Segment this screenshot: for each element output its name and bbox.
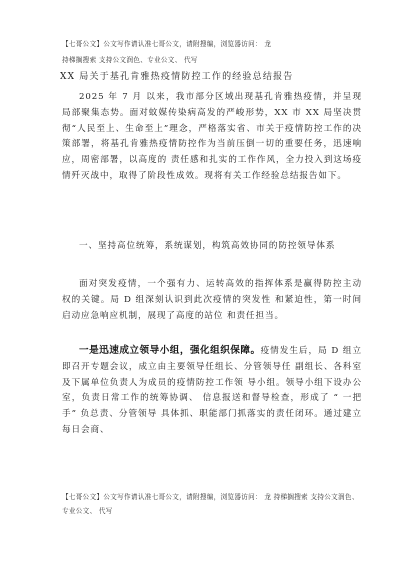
footer-watermark-note: 【七哥公文】公文写作请认准七哥公文，请附搜编，浏览器访问： 龙 持梯搁搜索 支持公文润色、专业公文、 代写 [62, 493, 359, 515]
header-line-1: 【七哥公文】公文写作请认准七哥公文，请附搜编，浏览器访问： 龙 [62, 40, 272, 48]
header-watermark-note [62, 36, 362, 68]
point-1-lead: 一是迅速成立领导小组，强化组织保障。 [79, 345, 261, 356]
point-1-paragraph [62, 343, 362, 439]
document-title: XX 局关于基孔肯雅热疫情防控工作的经验总结报告 [60, 72, 294, 82]
point-1-body: 疫情发生后，局 D 组立即召开专题会议，成立由主要领导任组长、分管领导任 副组长、各科室及下属单位负责人为成员的疫情防控工作领 导小组。领导小组下设办公室，负责日常工作的统筹协调、 信息报送和督导检查，形成了 “ 一把手” 负总责、分管领导 具体抓、职能部门抓落实的责任闭环。通过建立每日会商、 [62, 346, 363, 435]
intro-paragraph: 2025 年 7 月 以来，我市部分区域出现基孔肯雅热疫情，并呈现局部聚集态势。面对蚊媒传染病高发的严峻形势，XX 市 XX 局坚决贯彻“人民至上、生命至上”理念，严格落实省、市关于疫情防控工作的决策部署，将基孔肯雅热疫情防控作为当前压倒一切的重要任务，迅速响应，周密部署，以高度的 责任感和扎实的工作作风，全力投入到这场疫情歼灭战中，取得了阶段性成效。现将有关工作经验总结报告如下。 [62, 92, 362, 181]
section-1-paragraph: 面对突发疫情，一个强有力、运转高效的指挥体系是赢得防控主动权的关键。局 D 组深刻认识到此次疫情的突发性 和紧迫性，第一时间启动应急响应机制，展现了高度的站位 和责任担当。 [62, 279, 362, 321]
header-line-2: 持梯搁搜索 支持公文润色、专业公文、 代写 [62, 56, 198, 64]
section-heading-1: 一、坚持高位统筹，系统谋划，构筑高效协同的防控领导体系 [79, 241, 336, 251]
